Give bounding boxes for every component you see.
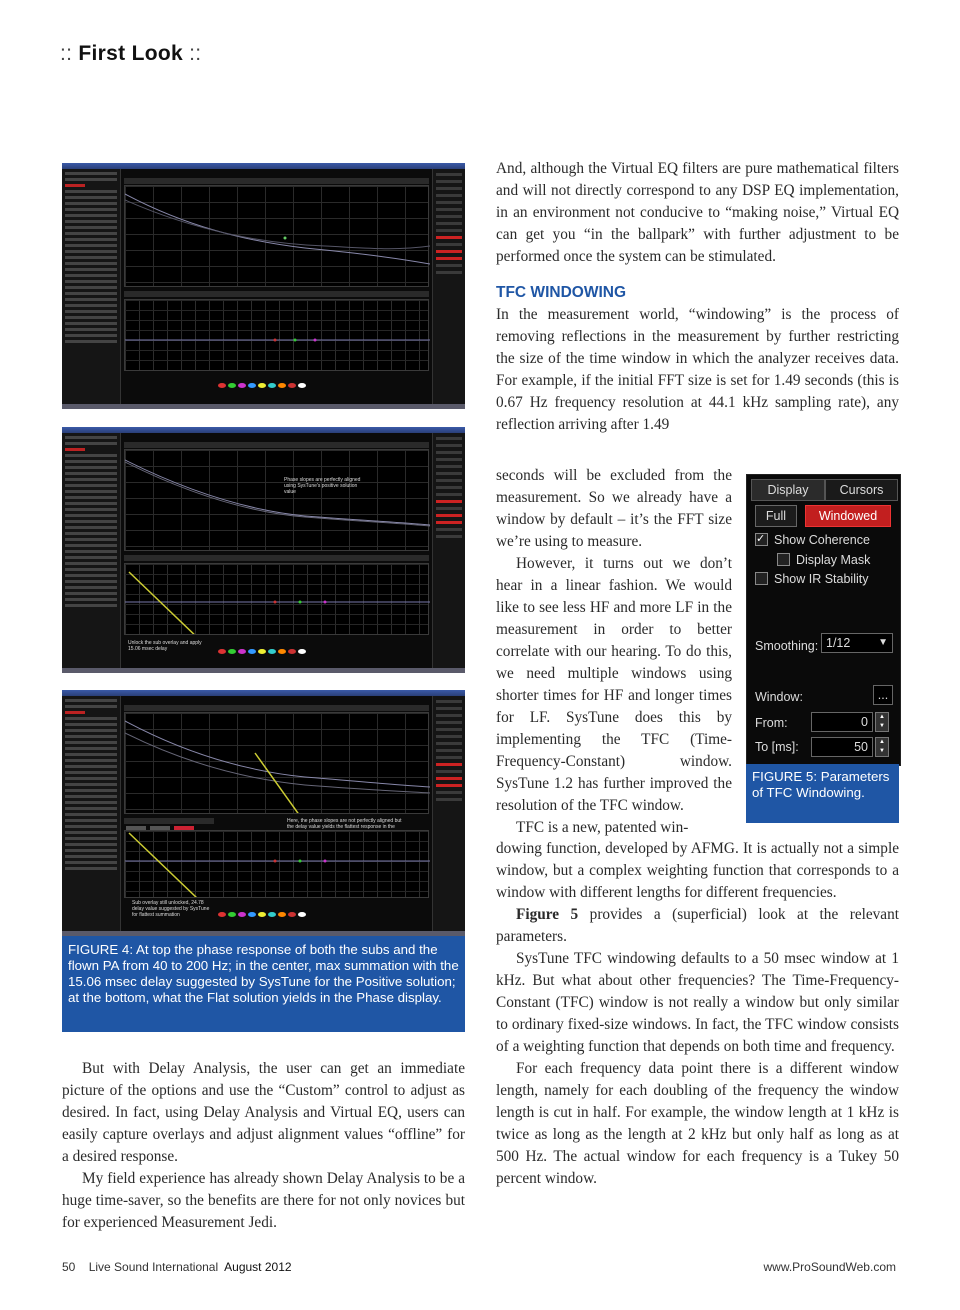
right-paragraph-1: And, although the Virtual EQ filters are pure mathematical filters and will not directly correspond to any DSP EQ implementation, in an environment not conducive to “making noise,” Virtual EQ can get you “in the ballpark” with further adjustment to be performed once the system can be stimulated. xyxy=(496,160,899,265)
right-column-top xyxy=(496,158,899,436)
full-button[interactable]: Full xyxy=(755,505,797,527)
bottom-note-2: Sub overlay still unlocked, 24.78 delay value suggested by SysTune for flattest summation xyxy=(132,900,210,918)
figure4-screenshot-center xyxy=(62,427,465,673)
from-input[interactable]: 0 xyxy=(811,712,873,732)
chevron-down-icon: ▼ xyxy=(878,637,888,648)
display-mask-checkbox[interactable] xyxy=(777,553,790,566)
subhead-tfc-windowing: TFC WINDOWING xyxy=(496,284,627,301)
tab-cursors[interactable]: Cursors xyxy=(825,479,898,501)
website-url[interactable]: www.ProSoundWeb.com xyxy=(763,1260,896,1274)
from-label: From: xyxy=(755,716,788,730)
smoothing-label: Smoothing: xyxy=(755,639,819,653)
publication-name: Live Sound International xyxy=(88,1260,219,1274)
header-dots-left: :: xyxy=(60,42,73,65)
tab-display[interactable]: Display xyxy=(751,479,825,501)
right-paragraph-4a: TFC is a new, patented win- xyxy=(516,819,689,836)
right-paragraph-6: SysTune TFC windowing defaults to a 50 msec window at 1 kHz. But what about other frequencies? The Time-Frequency-Constant (TFC) window is not really a window but only similar to ordinary fixed-size windows. In fact, the TFC window consists of a weighting function that depends on both time and frequency. xyxy=(496,950,899,1055)
from-stepper-icon[interactable]: ▲ ▼ xyxy=(875,712,889,732)
show-coherence-checkbox[interactable] xyxy=(755,533,768,546)
section-header xyxy=(60,42,201,66)
smoothing-select[interactable]: 1/12 ▼ xyxy=(821,633,893,653)
right-column-wrap xyxy=(496,465,732,839)
window-label: Window: xyxy=(755,690,803,704)
page-number: 50 xyxy=(62,1260,76,1274)
right-paragraph-3: However, it turns out we don’t hear in a linear fashion. We would like to see less HF and more LF in the measurement in order to better correlate with our hearing. To do this, we need multiple windows using shorter times for HF and longer times for LF. SysTune does this by implementing the TFC (Time-Frequency-Constant) window. SysTune 1.2 has further improved the resolution of the TFC window. xyxy=(496,555,732,814)
to-input[interactable]: 50 xyxy=(811,737,873,757)
right-paragraph-4b: dowing function, developed by AFMG. It is actually not a simple window, but a complex weighting function that corresponds to a window with different lengths for different frequencies. xyxy=(496,840,899,901)
show-coherence-row[interactable]: ✓Show Coherence xyxy=(755,531,870,549)
center-note-2: Unlock the sub overlay and apply 15.06 msec delay xyxy=(128,640,202,652)
window-browse-button[interactable]: ... xyxy=(873,685,893,705)
display-mask-row[interactable]: Display Mask xyxy=(777,551,870,569)
center-note-1: Phase slopes are perfectly aligned using SysTune's positive solution value xyxy=(284,477,361,495)
header-dots-right: :: xyxy=(189,42,202,65)
figure5-caption: FIGURE 5: Parameters of TFC Windowing. xyxy=(746,764,899,823)
figure4-screenshot-bottom xyxy=(62,690,465,936)
left-column xyxy=(62,1058,465,1234)
left-paragraph-2: My field experience has already shown Delay Analysis to be a huge time-saver, so the benefits are there for not only novices but for experienced Measurement Jedi. xyxy=(62,1170,465,1231)
issue-date: August 2012 xyxy=(224,1260,292,1274)
right-column-bottom xyxy=(496,838,899,1190)
right-paragraph-5: Figure 5 provides a (superficial) look at the relevant parameters. xyxy=(496,906,899,945)
figure4-caption: FIGURE 4: At top the phase response of both the subs and the flown PA from 40 to 200 Hz; in the center, max summation with the 15.06 msec delay suggested by SysTune for the Positive solution; at the bottom, what the Flat solution yields in the Phase display. xyxy=(62,936,465,1032)
right-paragraph-2a: In the measurement world, “windowing” is the process of removing reflections in the measurement by further restricting the size of the time window in which the analyzer receives data. For example, if the initial FFT size is set for 1.49 seconds (this is 0.67 Hz frequency resolution at 44.1 kHz sampling rate), any reflection arriving after 1.49 xyxy=(496,306,899,433)
show-ir-stability-checkbox[interactable] xyxy=(755,572,768,585)
to-stepper-icon[interactable]: ▲ ▼ xyxy=(875,737,889,757)
left-paragraph-1: But with Delay Analysis, the user can get an immediate picture of the options and use the “Custom” control to adjust as desired. In fact, using Delay Analysis and Virtual EQ, users can easily capture overlays and adjust alignment values “offline” for a desired response. xyxy=(62,1060,465,1165)
show-ir-stability-row[interactable]: Show IR Stability xyxy=(755,570,868,588)
right-paragraph-7: For each frequency data point there is a different window length, namely for each doubling of the frequency the window length is cut in half. For example, the window length at 1 kHz is twice as long as the length at 2 kHz but only half as long as at 500 Hz. The actual window for each frequency is a Tukey 50 percent window. xyxy=(496,1060,899,1187)
right-paragraph-2b: seconds will be excluded from the measurement. So we already have a window by default – it’s the FFT size we’re using to measure. xyxy=(496,467,732,550)
figure4-screenshot-top xyxy=(62,163,465,409)
figure5-ref: Figure 5 xyxy=(516,906,579,923)
footer-left xyxy=(62,1260,292,1274)
section-title: First Look xyxy=(78,42,183,65)
to-label: To [ms]: xyxy=(755,740,799,754)
bottom-note-1: Here, the phase slopes are not perfectly aligned but the delay value yields the flattest response in the xyxy=(287,818,402,830)
tfc-settings-panel xyxy=(746,474,901,766)
windowed-button[interactable]: Windowed xyxy=(805,505,891,527)
